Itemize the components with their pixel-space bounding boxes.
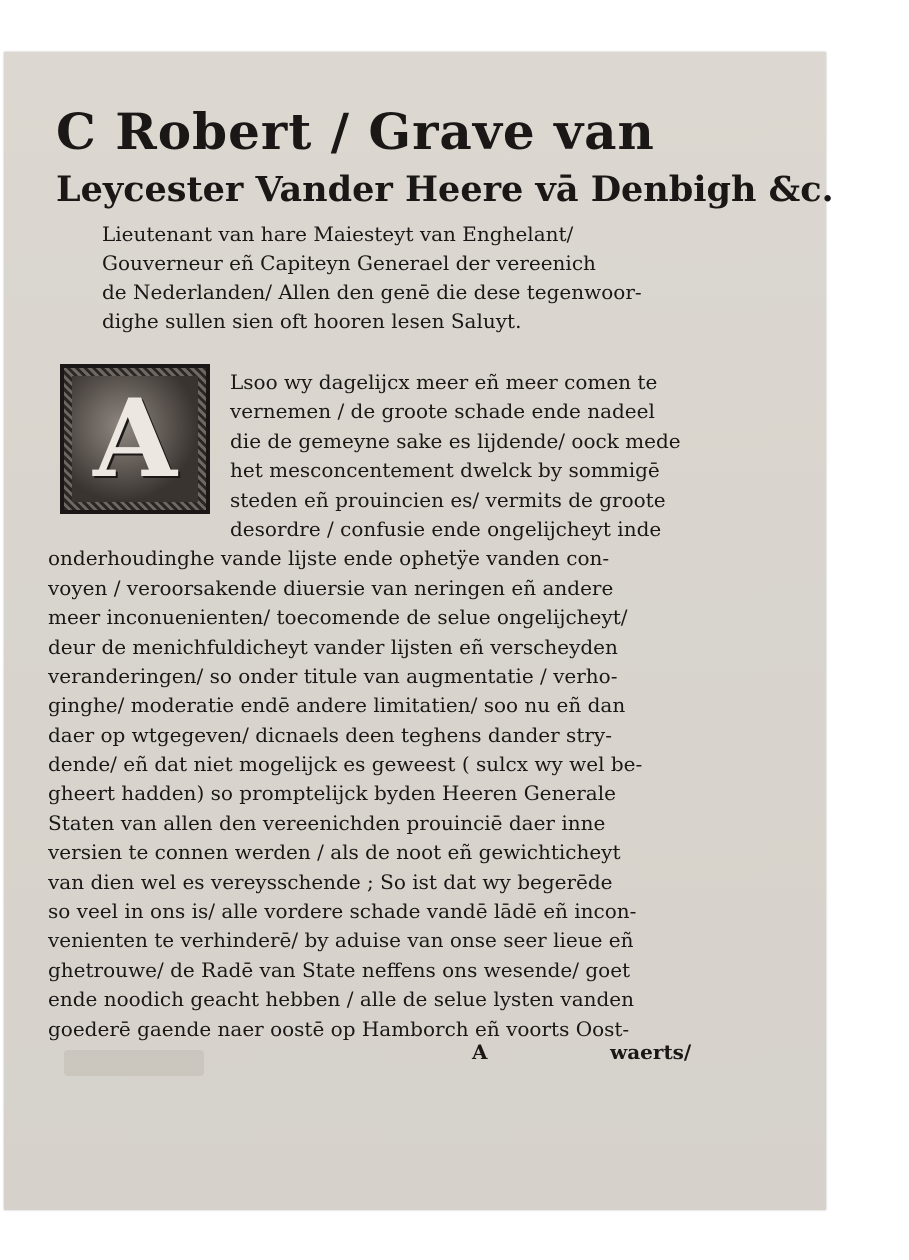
body-line: venienten te verhinderē/ by aduise van onse seer lieue eñ bbox=[48, 928, 634, 953]
intro-line: Lieutenant van hare Maiesteyt van Enghelant/ bbox=[102, 222, 574, 246]
title-line-2: Leycester Vander Heere vā Denbigh &c. bbox=[56, 169, 834, 210]
body-line: so veel in ons is/ alle vordere schade vandē lādē eñ incon- bbox=[48, 899, 637, 924]
footer-marks bbox=[4, 1040, 826, 1070]
body-line: goederē gaende naer oostē op Hamborch eñ voorts Oost- bbox=[48, 1016, 630, 1041]
body-line: daer op wtgegeven/ dicnaels deen teghens dander stry- bbox=[48, 722, 612, 747]
document-page bbox=[4, 52, 834, 1210]
body-line: desordre / confusie ende ongelijcheyt inde bbox=[230, 516, 662, 541]
body-line: onderhoudinghe vande lijste ende ophetÿe vanden con- bbox=[48, 546, 610, 571]
body-line: deur de menichfuldicheyt vander lijsten eñ verscheyden bbox=[48, 634, 618, 659]
catchword: waerts/ bbox=[610, 1040, 692, 1064]
intro-line: Gouverneur eñ Capiteyn Generael der vereenich bbox=[102, 251, 596, 275]
body-line: die de gemeyne sake es lijdende/ oock mede bbox=[230, 428, 681, 453]
body-line: steden eñ prouincien es/ vermits de groote bbox=[230, 487, 666, 512]
body-line: dende/ eñ dat niet mogelijck es geweest ( sulcx wy wel be- bbox=[48, 752, 643, 777]
intro-text bbox=[102, 220, 712, 336]
body-line: ghetrouwe/ de Radē van State neffens ons wesende/ goet bbox=[48, 957, 631, 982]
intro-line: de Nederlanden/ Allen den genē die dese tegenwoor- bbox=[102, 280, 642, 304]
body-line: vernemen / de groote schade ende nadeel bbox=[230, 399, 655, 424]
initial-letter: A bbox=[93, 376, 177, 502]
body-line: meer inconuenienten/ toecomende de selue ongelijcheyt/ bbox=[48, 605, 628, 630]
body-line: ginghe/ moderatie endē andere limitatien/ soo nu eñ dan bbox=[48, 693, 626, 718]
body-line: Staten van allen den vereenichden prouinciē daer inne bbox=[48, 810, 606, 835]
title-line-1: C Robert / Grave van bbox=[56, 102, 655, 161]
body-line: het mesconcentement dwelck by sommigē bbox=[230, 458, 660, 483]
signature-mark: A bbox=[472, 1040, 488, 1064]
body-line: van dien wel es vereysschende ; So ist dat wy begerēde bbox=[48, 869, 613, 894]
body-line: voyen / veroorsakende diuersie van neringen eñ andere bbox=[48, 575, 614, 600]
body-text bbox=[48, 368, 718, 1044]
body-line: versien te connen werden / als de noot eñ gewichticheyt bbox=[48, 840, 621, 865]
body-line: ende noodich geacht hebben / alle de selue lysten vanden bbox=[48, 987, 635, 1012]
body-line: veranderingen/ so onder titule van augmentatie / verho- bbox=[48, 663, 618, 688]
body-line: gheert hadden) so promptelijck byden Heeren Generale bbox=[48, 781, 616, 806]
intro-line: dighe sullen sien oft hooren lesen Saluyt. bbox=[102, 309, 522, 333]
body-line: Lsoo wy dagelijcx meer eñ meer comen te bbox=[230, 370, 658, 394]
